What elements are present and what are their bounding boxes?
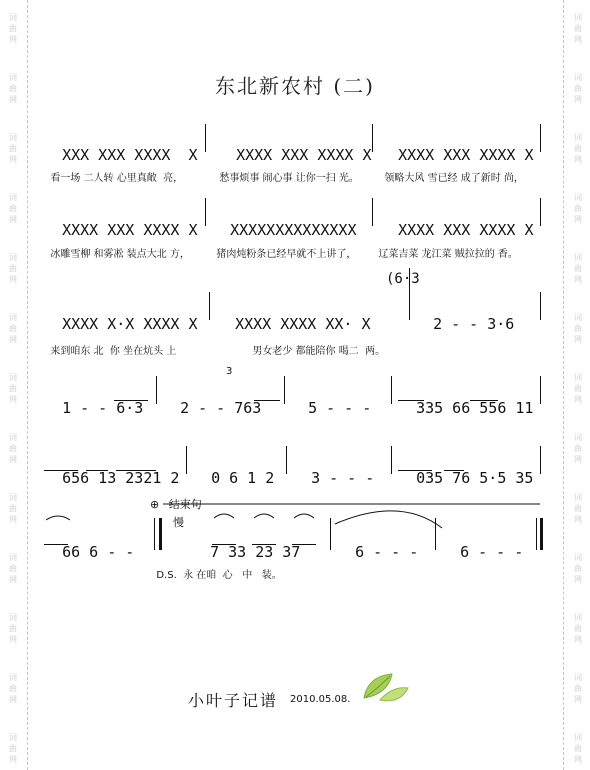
lyrics-line-2 bbox=[44, 234, 190, 260]
right-margin-line bbox=[563, 0, 564, 770]
watermark-text: 词 曲 网 bbox=[574, 433, 582, 464]
lyrics-line-1b bbox=[213, 158, 359, 184]
barline bbox=[186, 446, 187, 474]
barline bbox=[372, 124, 373, 152]
notes-line-6c bbox=[337, 525, 418, 561]
coda-marker bbox=[150, 496, 202, 512]
lyric-text: 愁事烦事 闹心事 让你一扫 光。 bbox=[219, 173, 359, 184]
barline bbox=[205, 124, 206, 152]
beam-underline bbox=[116, 470, 156, 471]
lyrics-line-3 bbox=[44, 331, 176, 357]
watermark-text: 词 曲 网 bbox=[574, 493, 582, 524]
notes-line-5 bbox=[44, 451, 179, 487]
beam-underline bbox=[470, 400, 498, 401]
barline bbox=[540, 376, 541, 404]
transcriber-signature: 小叶子记谱 bbox=[188, 691, 279, 710]
measure-notes: 335 66 556 11 bbox=[416, 399, 534, 417]
score-title: 东北新农村 (二) bbox=[215, 74, 375, 98]
measure-notes: 1 - - 6·3 bbox=[62, 399, 144, 417]
beam-underline bbox=[444, 470, 464, 471]
coda-icon: ⊕ bbox=[150, 498, 160, 511]
barline bbox=[536, 518, 537, 550]
barline bbox=[286, 446, 287, 474]
measure-notes: 7 33 23 37 bbox=[210, 543, 301, 561]
lyric-text: 冰雕雪柳 和雾凇 装点大北 方， bbox=[50, 249, 190, 260]
barline bbox=[284, 376, 285, 404]
lyric-text: 来到咱东 北 你 坐在炕头 上 bbox=[50, 346, 177, 357]
lyrics-line-6 bbox=[150, 555, 282, 581]
watermark-text: 词 曲 网 bbox=[9, 433, 17, 464]
measure-notes: 035 76 5·5 35 bbox=[416, 469, 534, 487]
tie-arc bbox=[254, 514, 274, 518]
notes-line-3c bbox=[415, 297, 514, 333]
notes-line-3b bbox=[217, 297, 371, 333]
barline bbox=[330, 518, 331, 550]
measure-notes: XXXX XXX XXXX X bbox=[398, 146, 534, 164]
tie-arc bbox=[214, 514, 234, 518]
notes-line-6d bbox=[442, 525, 523, 561]
beam-underline bbox=[44, 544, 68, 545]
right-margin bbox=[560, 0, 590, 770]
barline bbox=[540, 198, 541, 226]
barline bbox=[391, 376, 392, 404]
grace-note: 3 bbox=[226, 366, 233, 377]
transcription-date: 2010.05.08. bbox=[290, 694, 351, 705]
barline bbox=[391, 446, 392, 474]
notes-line-6 bbox=[44, 525, 134, 561]
measure-notes: XXXX XXXX XX· X bbox=[235, 315, 371, 333]
lyric-text: 男女老少 都能陪你 喝二 两。 bbox=[252, 346, 386, 357]
beam-underline bbox=[252, 544, 276, 545]
barline bbox=[540, 292, 541, 320]
watermark-text: 词 曲 网 bbox=[574, 613, 582, 644]
watermark-text: 词 曲 网 bbox=[9, 613, 17, 644]
barline bbox=[540, 124, 541, 152]
barline bbox=[372, 198, 373, 226]
watermark-text: 词 曲 网 bbox=[9, 553, 17, 584]
measure-notes: XXXX XXX XXXX X bbox=[62, 221, 198, 239]
measure-notes: XXX XXX XXXX X bbox=[62, 146, 198, 164]
beam-underline bbox=[398, 470, 432, 471]
measure-notes: XXXXXXXXXXXXXX bbox=[230, 221, 357, 239]
pickup-notes: (6·3 bbox=[386, 271, 420, 287]
notes-line-4c bbox=[290, 381, 371, 417]
watermark-text: 词 曲 网 bbox=[574, 373, 582, 404]
measure-notes: XXXX XXX XXXX X bbox=[398, 221, 534, 239]
watermark-text: 词 曲 网 bbox=[574, 733, 582, 764]
lyric-text: 看一场 二人转 心里真敞 亮， bbox=[50, 173, 184, 184]
beam-underline bbox=[398, 400, 424, 401]
barline bbox=[205, 198, 206, 226]
measure-notes: 656 13 2321 2 bbox=[62, 469, 180, 487]
barline bbox=[154, 518, 155, 550]
watermark-text: 词 曲 网 bbox=[9, 73, 17, 104]
tempo-mark: 慢 bbox=[173, 516, 184, 529]
lyrics-line-2c bbox=[372, 234, 518, 260]
notes-line-5d bbox=[398, 451, 533, 487]
barline bbox=[209, 292, 210, 320]
watermark-text: 词 曲 网 bbox=[574, 13, 582, 44]
barline bbox=[540, 518, 543, 550]
notes-line-5c bbox=[293, 451, 374, 487]
barline bbox=[435, 518, 436, 550]
measure-notes: XXXX XXX XXXX X bbox=[236, 146, 372, 164]
coda-label: 结束句 bbox=[168, 498, 202, 511]
watermark-text: 词 曲 网 bbox=[9, 373, 17, 404]
watermark-text: 词 曲 网 bbox=[9, 133, 17, 164]
measure-notes: 2 - - 763 bbox=[180, 399, 262, 417]
watermark-text: 词 曲 网 bbox=[9, 673, 17, 704]
beam-underline bbox=[44, 470, 78, 471]
lyric-text: D.S. 永 在咱 心 中 装。 bbox=[156, 570, 282, 581]
barline bbox=[540, 446, 541, 474]
measure-notes: 6 - - - bbox=[355, 543, 419, 561]
measure-notes: 3 - - - bbox=[311, 469, 375, 487]
left-margin bbox=[0, 0, 30, 770]
lyrics-line-1 bbox=[44, 158, 183, 184]
watermark-text: 词 曲 网 bbox=[9, 193, 17, 224]
watermark-text: 词 曲 网 bbox=[9, 493, 17, 524]
watermark-text: 词 曲 网 bbox=[9, 13, 17, 44]
watermark-text: 词 曲 网 bbox=[574, 253, 582, 284]
lyric-text: 领略大风 雪已经 成了新时 尚， bbox=[384, 173, 524, 184]
watermark-text: 词 曲 网 bbox=[574, 133, 582, 164]
watermark-text: 词 曲 网 bbox=[9, 733, 17, 764]
measure-notes: 6 - - - bbox=[460, 543, 524, 561]
watermark-text: 词 曲 网 bbox=[9, 253, 17, 284]
watermark-text: 词 曲 网 bbox=[574, 673, 582, 704]
watermark-text: 词 曲 网 bbox=[574, 313, 582, 344]
watermark-text: 词 曲 网 bbox=[574, 553, 582, 584]
watermark-text: 词 曲 网 bbox=[9, 313, 17, 344]
beam-underline bbox=[254, 400, 280, 401]
watermark-text: 词 曲 网 bbox=[574, 193, 582, 224]
measure-notes: 5 - - - bbox=[308, 399, 372, 417]
barline bbox=[156, 376, 157, 404]
tie-arc bbox=[294, 514, 314, 518]
notes-line-3 bbox=[44, 297, 198, 333]
measure-notes: 0 6 1 2 bbox=[211, 469, 275, 487]
measure-notes: 2 - - 3·6 bbox=[433, 315, 515, 333]
leaf-icon bbox=[358, 668, 412, 708]
notes-line-5b bbox=[193, 451, 274, 487]
lyric-text: 猪肉炖粉条已经早就不上讲了， bbox=[216, 249, 357, 260]
measure-notes: 66 6 - - bbox=[62, 543, 135, 561]
lyrics-line-3b bbox=[246, 331, 385, 357]
notes-line-4 bbox=[44, 381, 143, 417]
measure-notes: XXXX X·X XXXX X bbox=[62, 315, 198, 333]
lyrics-line-1c bbox=[378, 158, 524, 184]
beam-underline bbox=[212, 544, 236, 545]
barline bbox=[159, 518, 162, 550]
notes-line-4b bbox=[162, 381, 261, 417]
lyrics-line-2b bbox=[210, 234, 356, 260]
beam-underline bbox=[86, 470, 108, 471]
left-margin-line bbox=[27, 0, 28, 770]
beam-underline bbox=[292, 544, 316, 545]
barline bbox=[409, 268, 410, 320]
tie-arc bbox=[46, 516, 70, 520]
lyric-text: 辽菜吉菜 龙江菜 贼拉拉的 香。 bbox=[378, 249, 518, 260]
watermark-text: 词 曲 网 bbox=[574, 73, 582, 104]
notes-line-4d bbox=[398, 381, 533, 417]
beam-underline bbox=[114, 400, 148, 401]
